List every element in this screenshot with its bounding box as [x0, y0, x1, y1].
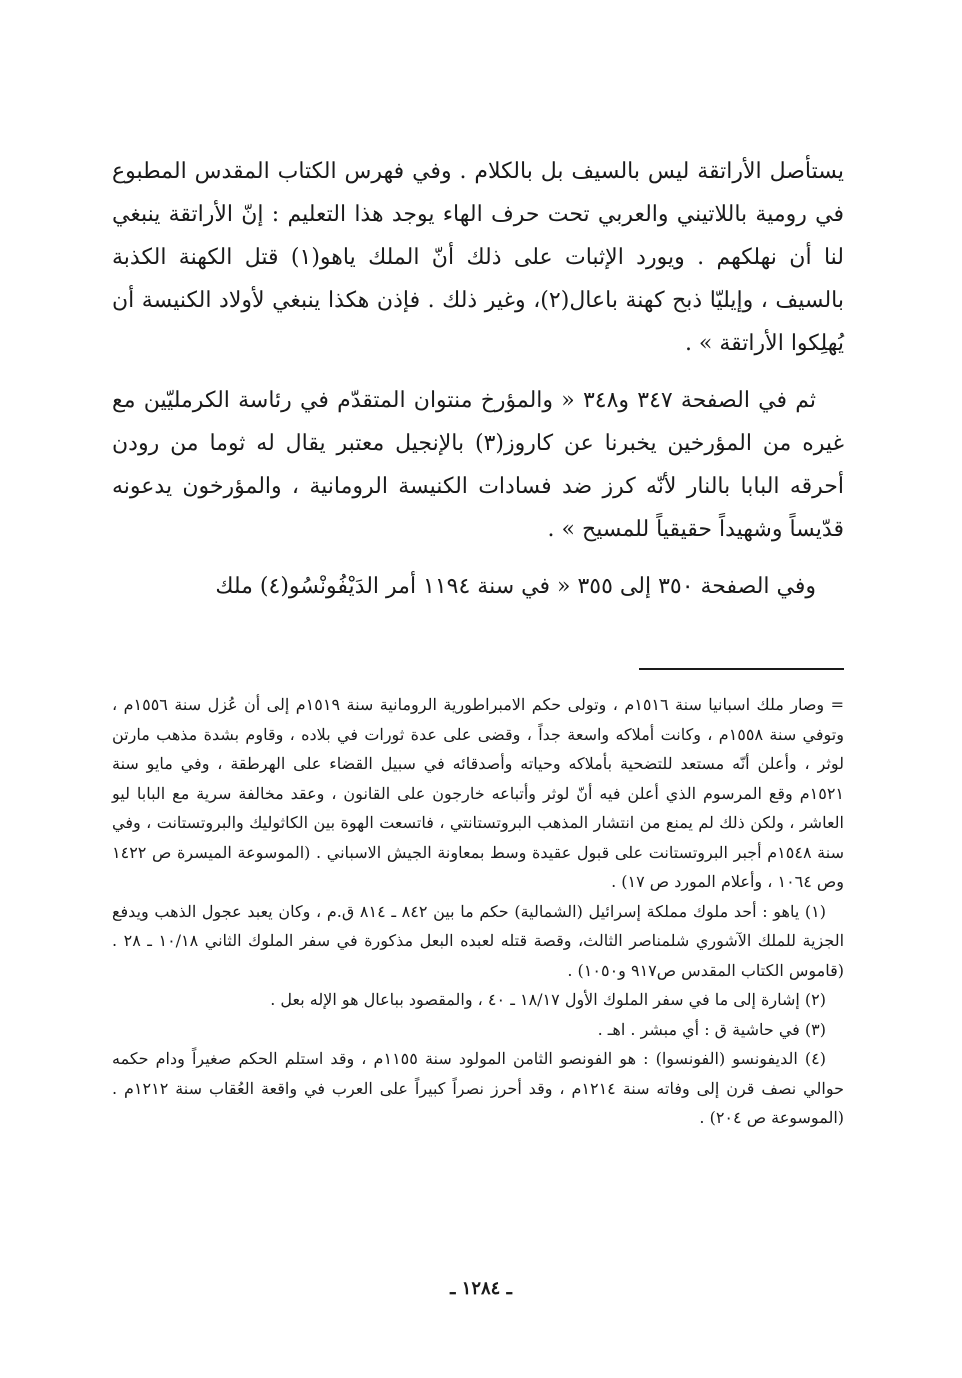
- footnote-2: (٢) إشارة إلى ما في سفر الملوك الأول ١٨/١٧ ـ ٤٠ ، والمقصود بباعال هو الإله بعل .: [270, 990, 826, 1009]
- footnotes: [112, 690, 844, 1133]
- page-number: ـ ١٢٨٤ ـ: [450, 1278, 512, 1299]
- footnote-continuation: = وصار ملك اسبانيا سنة ١٥١٦م ، وتولى حكم الامبراطورية الرومانية سنة ١٥١٩م إلى أن عُزل سنة ١٥٥٦م ، وتوفي سنة ١٥٥٨م ، وكانت أملاكه واسعة جداً ، وقضى على عدة ثورات في بلاده ، وقاوم بشدة مذهب مارتن لوثر ، وأعلن أنّه مستعد للتضحية بأملاكه وحياته وأصدقائه في سبيل القضاء على الهرطقة ، وفي مايو سنة ١٥٢١م وقع المرسوم الذي أعلن فيه أنّ لوثر وأتباعه خارجون على القانون ، وعقد مخالفة سرية مع البابا ليو العاشر ، ولكن ذلك لم يمنع من انتشار المذهب البروتستانتي ، فاتسعت الهوة بين الكاثوليك والبروتستانت ، وفي سنة ١٥٤٨م أجبر البروتستانت على قبول عقيدة وسط بمعاونة الجيش الاسباني . (الموسوعة الميسرة ص ١٤٢٢ وص ١٠٦٤ ، وأعلام المورد ص ١٧) .: [112, 695, 845, 891]
- main-paragraph-2: ثم في الصفحة ٣٤٧ و٣٤٨ « والمؤرخ منتوان المتقدّم في رئاسة الكرمليّين مع غيره من المؤرخين يخبرنا عن كاروز(٣) بالإنجيل معتبر يقال له ثوما من رودن أحرقه البابا بالنار لأنّه كرز ضد فسادات الكنيسة الرومانية ، والمؤرخون يدعونه قدّيساً وشهيداً حقيقياً للمسيح » .: [112, 388, 844, 542]
- footnote-1: (١) ياهو : أحد ملوك مملكة إسرائيل (الشمالية) حكم ما بين ٨٤٢ ـ ٨١٤ ق.م ، وكان يعبد عجول الذهب ويدفع الجزية للملك الآشوري شلمناصر الثالث، وقصة قتله لعبده البعل مذكورة في سفر الملوك الثاني ١٠/١٨ ـ ٢٨ . (قاموس الكتاب المقدس ص٩١٧ و١٠٥٠) .: [112, 901, 845, 980]
- main-paragraph-1: يستأصل الأراتقة ليس بالسيف بل بالكلام . وفي فهرس الكتاب المقدس المطبوع في رومية باللاتيني والعربي تحت حرف الهاء يوجد هذا التعليم : إنّ الأراتقة ينبغي لنا أن نهلكهم . ويورد الإثبات على ذلك أنّ الملك ياهو(١) قتل الكهنة الكذبة بالسيف ، وإيليّا ذبح كهنة باعال(٢)، وغير ذلك . فإذن هكذا ينبغي لأولاد الكنيسة أن يُهلِكوا الأراتقة » .: [112, 159, 844, 356]
- footnote-3: (٣) في حاشية ق : أي مبشر . اهـ .: [597, 1019, 826, 1039]
- footnote-divider: [639, 668, 844, 670]
- main-text: [112, 150, 844, 608]
- main-paragraph-3: وفي الصفحة ٣٥٠ إلى ٣٥٥ « في سنة ١١٩٤ أمر الدَيْفُونْسُو(٤) ملك: [215, 574, 816, 599]
- main-text-block: [112, 150, 844, 622]
- footnote-4: (٤) الديفونسو (الفونسوا) : هو الفونصو الثامن المولود سنة ١١٥٥م ، وقد استلم الحكم صغيراً ودام حكمه حوالي نصف قرن إلى وفاته سنة ١٢١٤م ، وقد أحرز نصراً كبيراً على العرب في واقعة العُقاب سنة ١٢١٢م . (الموسوعة ص ٢٠٤) .: [112, 1049, 844, 1127]
